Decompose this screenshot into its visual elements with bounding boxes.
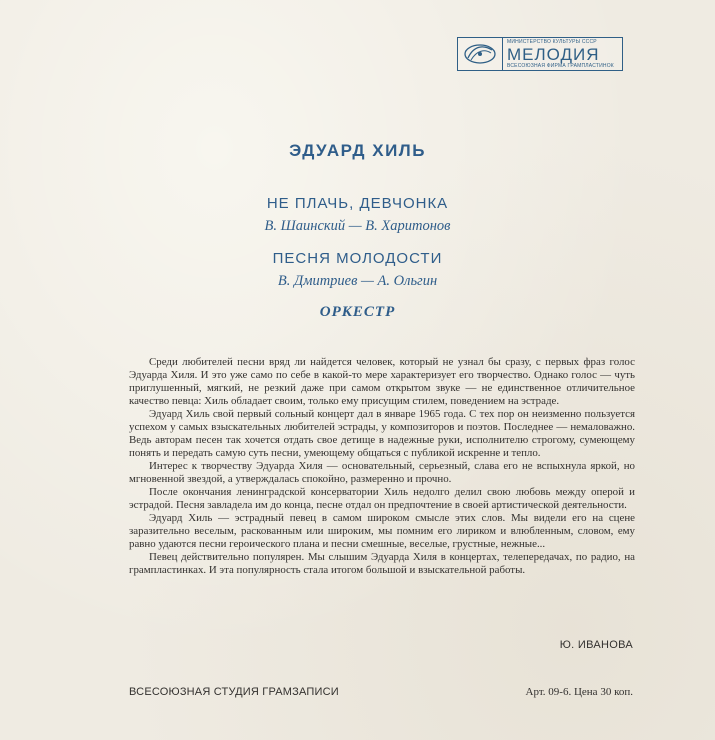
paragraph: Среди любителей песни вряд ли найдется человек, который не узнал бы сразу, с первых фраз голос Эдуарда Хиля. И это уже само по себе в какой-то мере характеризует его творчество. Однако голос — чуть приглушенный, мягкий, не резкий даже при самом открытом звуке — не единственное отличительное качество певца: Хиль обладает своим, только ему присущим стилем, поведением на эстраде. xyxy=(129,356,635,407)
studio-name: ВСЕСОЮЗНАЯ СТУДИЯ ГРАМЗАПИСИ xyxy=(129,686,339,698)
paragraph: Эдуард Хиль — эстрадный певец в самом широком смысле этих слов. Мы видели его на сцене заразительно веселым, раскованным или широким, мы помним его лириком и влюбленным, словом, ему равно удаются песни героического плана и песни смешные, веселые, грустные, нежные... xyxy=(129,512,635,550)
accompaniment: ОРКЕСТР xyxy=(319,304,396,320)
song-authors-1: В. Шаинский — В. Харитонов xyxy=(264,218,451,234)
melodiya-logo xyxy=(457,37,623,71)
logo-company: ВСЕСОЮЗНАЯ ФИРМА ГРАМПЛАСТИНОК xyxy=(507,62,614,69)
logo-text xyxy=(503,38,622,70)
article-author: Ю. ИВАНОВА xyxy=(559,639,633,651)
paragraph: Интерес к творчеству Эдуарда Хиля — основательный, серьезный, слава его не вспыхнула яркой, но мгновенной звездой, а утверждалась спокойно, размеренно и прочно. xyxy=(129,460,635,485)
paragraph: После окончания ленинградской консерватории Хиль недолго делил свою любовь между оперой и эстрадой. Песня завладела им до конца, песне отдал он предпочтение в своей артистической деятельности. xyxy=(129,486,635,511)
artist-name: ЭДУАРД ХИЛЬ xyxy=(289,141,426,160)
song-title-1: НЕ ПЛАЧЬ, ДЕВЧОНКА xyxy=(266,195,449,212)
logo-brand: МЕЛОДИЯ xyxy=(507,44,600,64)
song-title-2: ПЕСНЯ МОЛОДОСТИ xyxy=(272,250,443,267)
paragraph: Эдуард Хиль свой первый сольный концерт дал в январе 1965 года. С тех пор он неизменно пользуется успехом у самых взыскательных любителей эстрады, у композиторов и поэтов. Последнее — немаловажно. Ведь авторам песен так хочется отдать свое детище в надежные руки, исполнителю строгому, сумеющему понять и передать самую суть песни, умеющему общаться с публикой искренне и тепло. xyxy=(129,408,635,459)
logo-ministry: МИНИСТЕРСТВО КУЛЬТУРЫ СССР xyxy=(507,38,597,45)
paragraph: Певец действительно популярен. Мы слышим Эдуарда Хиля в концертах, телепередачах, по радио, на грампластинках. И эта популярность стала итогом большой и взыскательной работы. xyxy=(129,551,635,576)
liner-notes xyxy=(129,356,635,577)
song-authors-2: В. Дмитриев — А. Ольгин xyxy=(277,273,438,289)
catalog-price: Арт. 09-6. Цена 30 коп. xyxy=(525,686,633,698)
melodiya-emblem-icon xyxy=(458,38,503,70)
